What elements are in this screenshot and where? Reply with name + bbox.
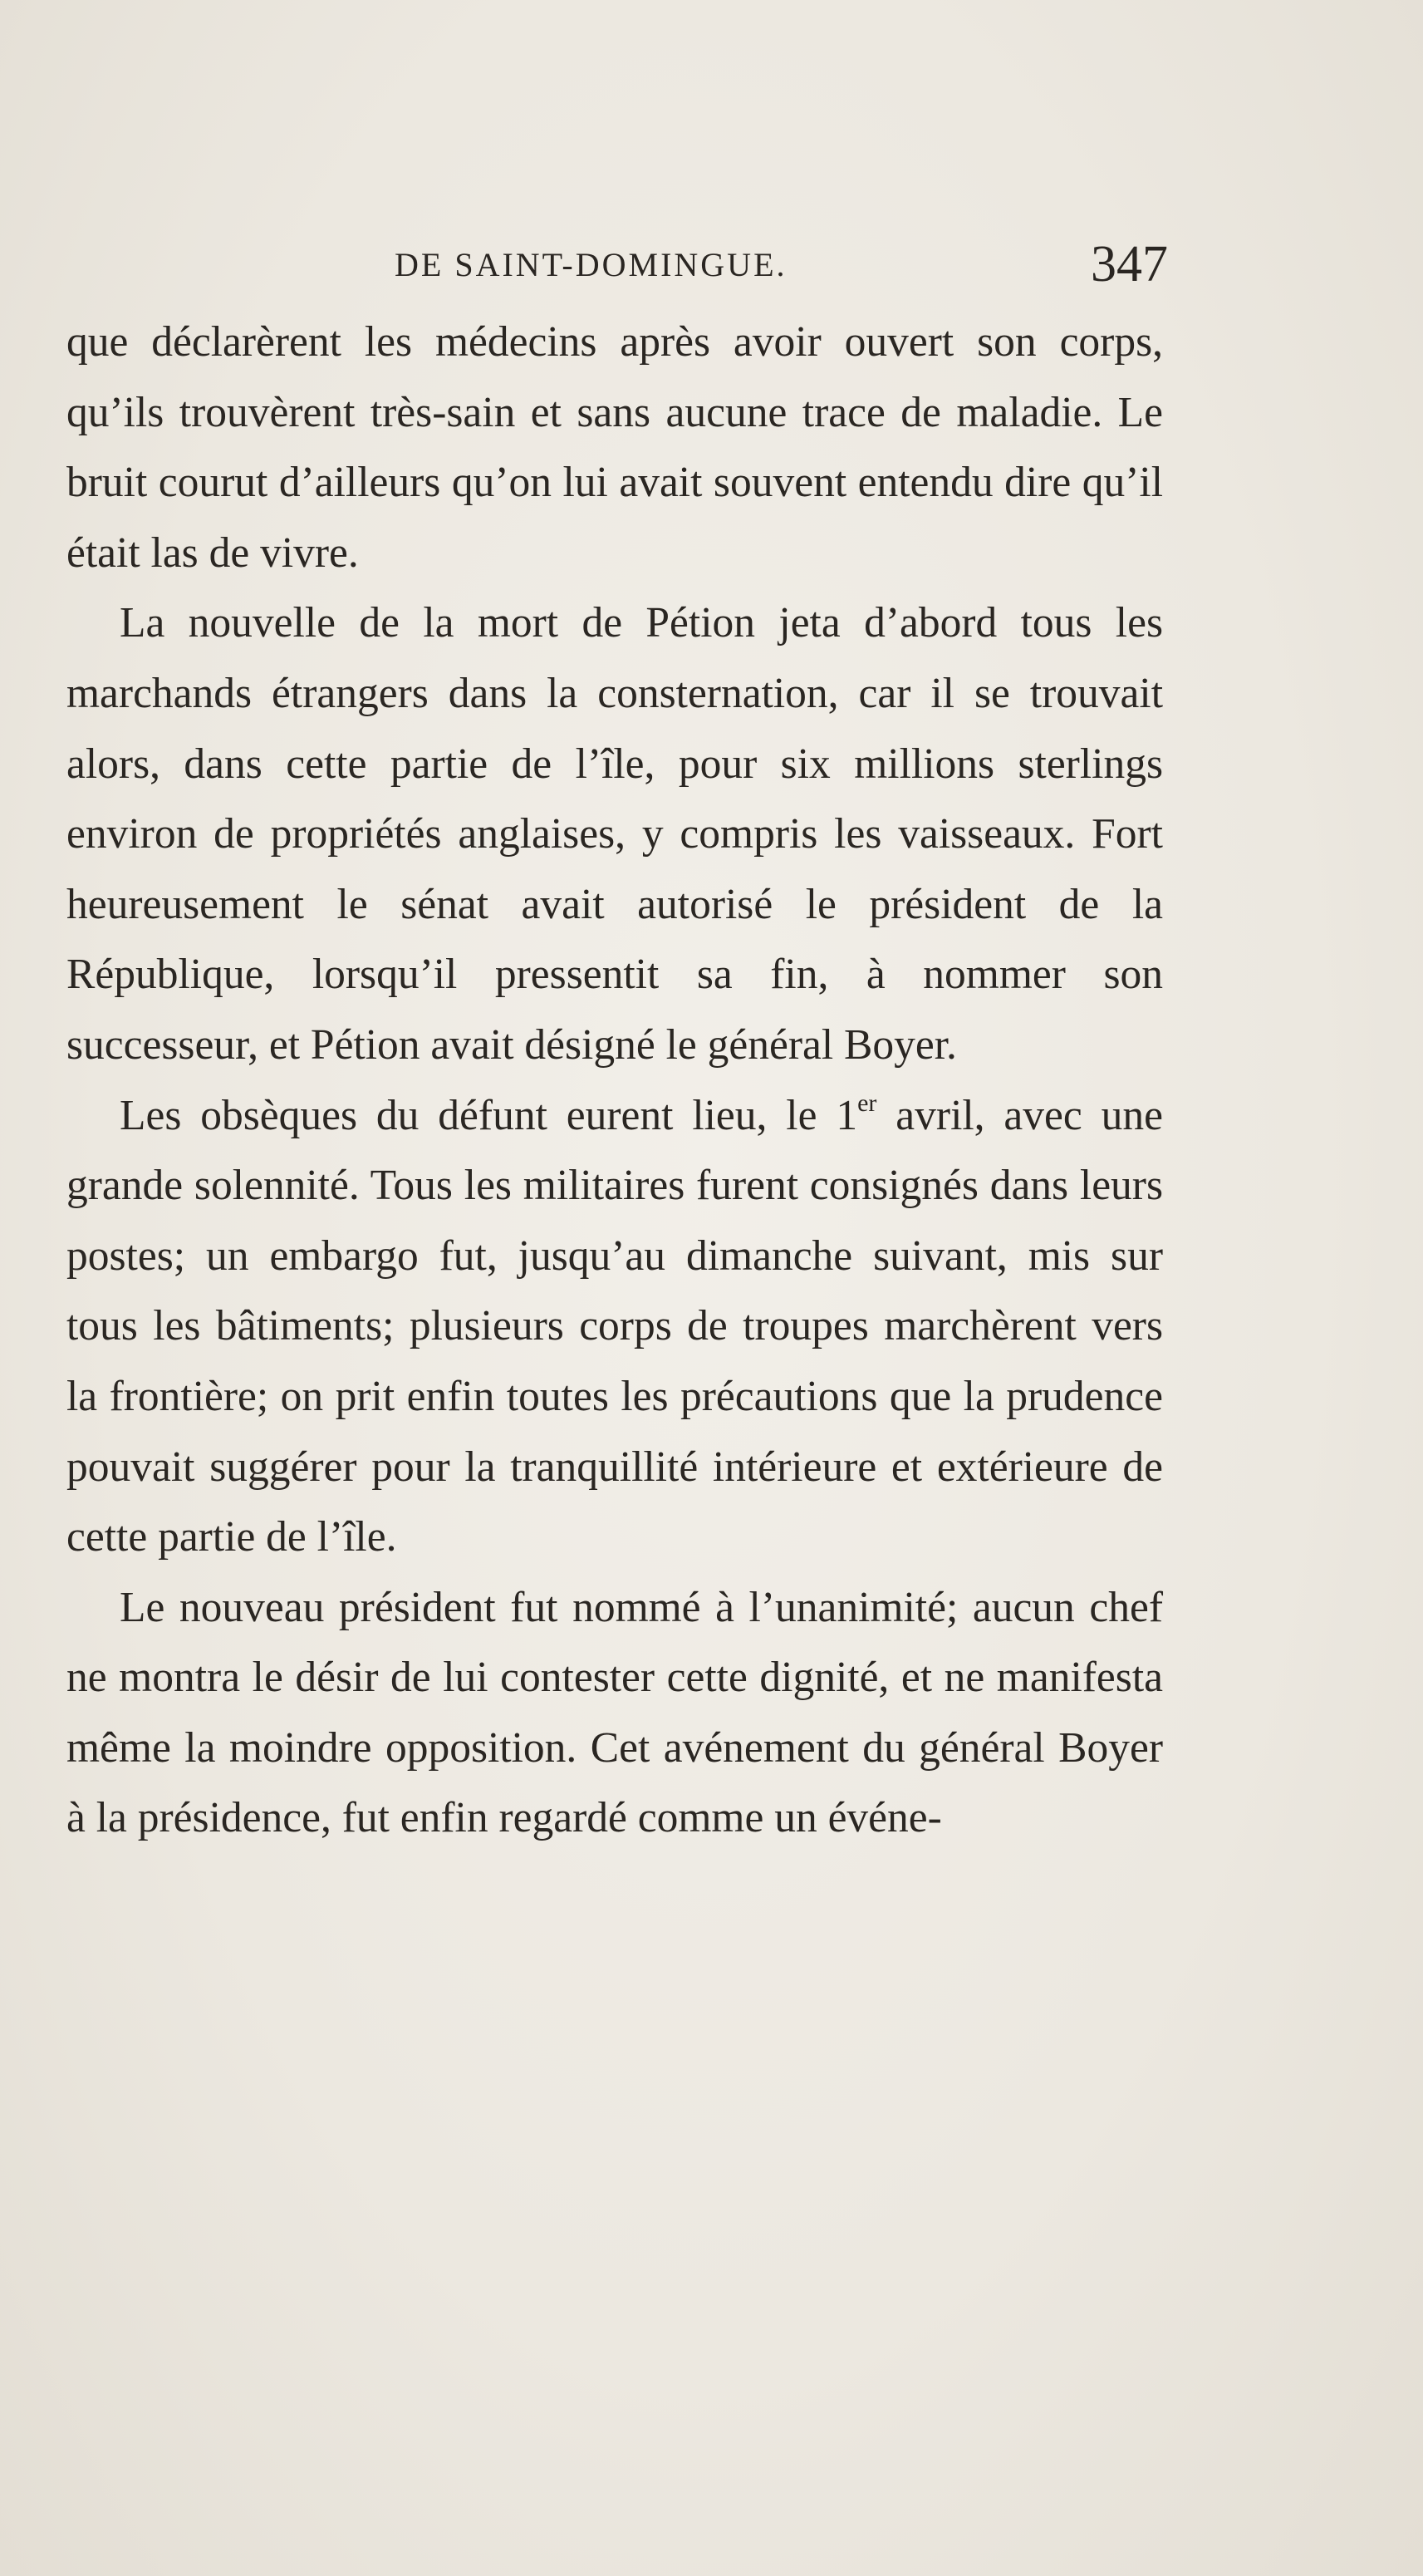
running-title: DE SAINT-DOMINGUE. bbox=[395, 246, 788, 283]
paragraph-continuation: que déclarèrent les médecins après avoir ouvert son corps, qu’ils trouvèrent très-sain et sans aucune trace de maladie. Le bruit courut d’ailleurs qu’on lui avait souvent entendu dire qu’il était las de vivre. bbox=[66, 318, 1163, 577]
paragraph-petion-death-news: La nouvelle de la mort de Pétion jeta d’abord tous les marchands étrangers dans la consternation, car il se trouvait alors, dans cette partie de l’île, pour six millions sterlings environ de propriétés anglaises, y compris les vaisseaux. Fort heureusement le sénat avait autorisé le président de la République, lorsqu’il pressentit sa fin, à nommer son successeur, et Pétion avait désigné le général Boyer. bbox=[66, 599, 1163, 1069]
body-text bbox=[66, 307, 1163, 1854]
funeral-text-start: Les obsèques du défunt eurent lieu, le 1 bbox=[120, 1091, 858, 1139]
paragraph-funeral bbox=[66, 1081, 1163, 1573]
paragraph-new-president: Le nouveau président fut nommé à l’unanimité; aucun chef ne montra le désir de lui contester cette dignité, et ne manifesta même la moindre opposition. Cet avénement du général Boyer à la présidence, fut enfin regardé comme un événe- bbox=[66, 1583, 1163, 1842]
funeral-text-end: avril, avec une grande solennité. Tous les militaires furent consignés dans leurs postes; un embargo fut, jusqu’au dimanche suivant, mis sur tous les bâtiments; plusieurs corps de troupes marchèrent vers la frontière; on prit enfin toutes les précautions que la prudence pouvait suggérer pour la tranquillité intérieure et extérieure de cette partie de l’île. bbox=[66, 1091, 1164, 1561]
ordinal-superscript: er bbox=[857, 1089, 877, 1117]
page-header bbox=[66, 235, 1168, 302]
page-number: 347 bbox=[1091, 236, 1168, 293]
